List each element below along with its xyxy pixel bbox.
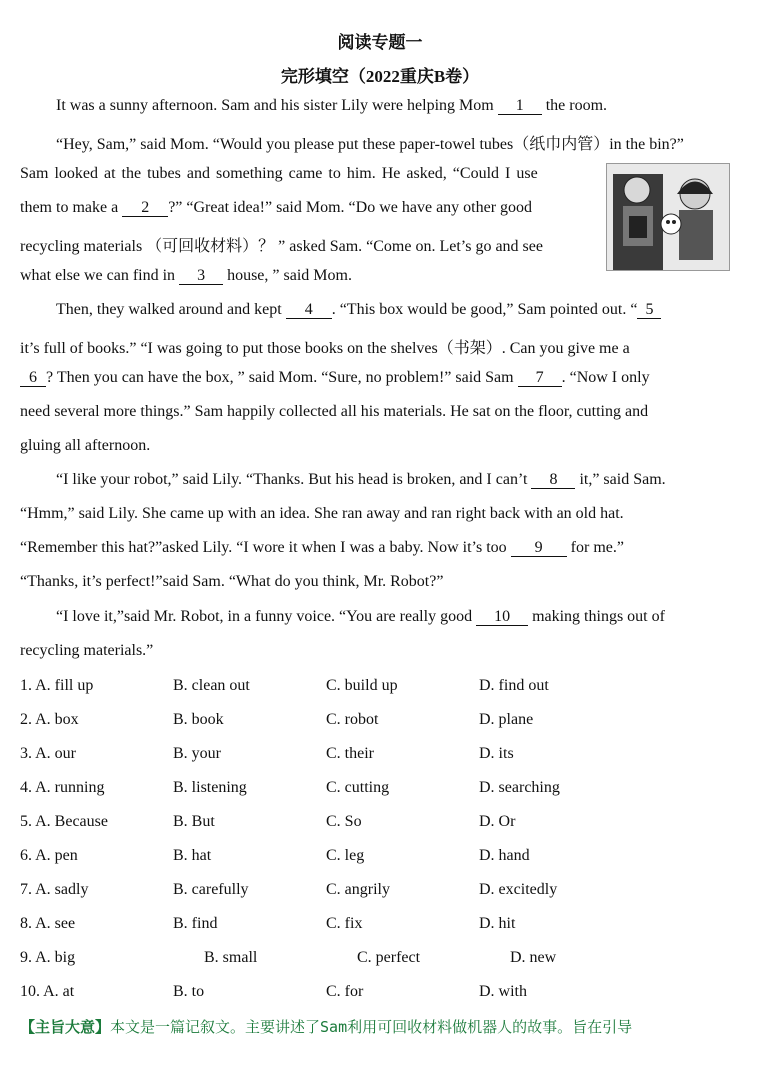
passage-line-14: “Remember this hat?”asked Lily. “I wore it when I was a baby. Now it’s too 9 for me.” (20, 539, 624, 556)
option-d: D. excitedly (479, 881, 558, 898)
option-c: C. perfect (357, 949, 421, 966)
option-d: D. Or (479, 813, 516, 830)
passage-line-17: recycling materials.” (20, 642, 154, 659)
option-c: C. their (326, 745, 374, 762)
summary-line (20, 1016, 632, 1037)
passage-line-6: what else we can find in 3 house, ” said Mom. (20, 267, 352, 284)
option-row-8 (20, 915, 740, 937)
option-c: C. angrily (326, 881, 390, 898)
passage-line-13: “Hmm,” said Lily. She came up with an idea. She ran away and ran right back with an old hat. (20, 505, 624, 522)
option-b: B. hat (173, 847, 212, 864)
blank-4: 4 (286, 302, 332, 319)
option-c: C. build up (326, 677, 398, 694)
blank-9: 9 (511, 540, 567, 557)
blank-10: 10 (476, 609, 528, 626)
option-c: C. So (326, 813, 362, 830)
passage-line-15: “Thanks, it’s perfect!”said Sam. “What do you think, Mr. Robot?” (20, 573, 444, 590)
blank-1: 1 (498, 98, 542, 115)
option-row-7 (20, 881, 740, 903)
option-b: B. your (173, 745, 221, 762)
option-c: C. for (326, 983, 364, 1000)
kids-robot-illustration-icon (607, 164, 729, 270)
option-row-2 (20, 711, 740, 733)
option-a: 6. A. pen (20, 847, 78, 864)
option-a: 9. A. big (20, 949, 76, 966)
blank-7: 7 (518, 370, 562, 387)
option-a: 8. A. see (20, 915, 76, 932)
option-d: D. hit (479, 915, 516, 932)
option-row-1 (20, 677, 740, 699)
passage-line-1: It was a sunny afternoon. Sam and his sister Lily were helping Mom 1 the room. (56, 97, 608, 114)
passage-line-12: “I like your robot,” said Lily. “Thanks. But his head is broken, and I can’t 8 it,” said Sam. (56, 471, 666, 488)
passage-line-2: “Hey, Sam,” said Mom. “Would you please put these paper-towel tubes（纸巾内管）in the bin?” (56, 136, 684, 153)
option-b: B. small (204, 949, 258, 966)
page-title: 阅读专题一 (337, 33, 423, 52)
option-c: C. leg (326, 847, 365, 864)
option-row-10 (20, 983, 740, 1005)
section-title: 完形填空（2022重庆B卷） (280, 67, 480, 86)
option-row-9 (20, 949, 740, 971)
passage-line-4: them to make a 2 ?” “Great idea!” said Mom. “Do we have any other good (20, 199, 533, 216)
option-a: 5. A. Because (20, 813, 108, 830)
option-b: B. to (173, 983, 205, 1000)
option-a: 10. A. at (20, 983, 75, 1000)
option-a: 4. A. running (20, 779, 105, 796)
option-b: B. But (173, 813, 215, 830)
option-b: B. find (173, 915, 218, 932)
summary-tag: 【主旨大意】 (20, 1018, 111, 1036)
passage-line-10: need several more things.” Sam happily collected all his materials. He sat on the floor, cutting and (20, 403, 649, 420)
option-row-5 (20, 813, 740, 835)
passage-line-9: 6 ? Then you can have the box, ” said Mom. “Sure, no problem!” said Sam 7 . “Now I only (20, 369, 650, 387)
blank-5: 5 (637, 302, 661, 319)
blank-2: 2 (122, 200, 168, 217)
option-d: D. new (510, 949, 557, 966)
option-c: C. cutting (326, 779, 390, 796)
option-d: D. hand (479, 847, 530, 864)
option-a: 7. A. sadly (20, 881, 89, 898)
passage-line-5: recycling materials （可回收材料）？ ” asked Sam. “Come on. Let’s go and see (20, 238, 543, 255)
blank-8: 8 (531, 472, 575, 489)
option-b: B. book (173, 711, 224, 728)
option-d: D. its (479, 745, 514, 762)
option-d: D. find out (479, 677, 549, 694)
option-b: B. carefully (173, 881, 249, 898)
option-b: B. listening (173, 779, 247, 796)
option-d: D. searching (479, 779, 560, 796)
option-row-6 (20, 847, 740, 869)
passage-line-3: Sam looked at the tubes and something came to him. He asked, “Could I use (20, 165, 538, 182)
option-a: 1. A. fill up (20, 677, 94, 694)
passage-line-7: Then, they walked around and kept 4 . “This box would be good,” Sam pointed out. “ 5 (56, 301, 661, 319)
option-b: B. clean out (173, 677, 250, 694)
passage-line-8: it’s full of books.” “I was going to put those books on the shelves（书架）. Can you give me a (20, 340, 630, 357)
blank-6: 6 (20, 370, 46, 387)
passage-line-11: gluing all afternoon. (20, 437, 151, 454)
option-c: C. robot (326, 711, 379, 728)
blank-3: 3 (179, 268, 223, 285)
summary-text: 本文是一篇记叙文。主要讲述了Sam利用可回收材料做机器人的故事。旨在引导 (110, 1018, 633, 1036)
option-row-4 (20, 779, 740, 801)
illustration-image (606, 163, 730, 271)
option-c: C. fix (326, 915, 363, 932)
option-d: D. plane (479, 711, 534, 728)
passage-line-16: “I love it,”said Mr. Robot, in a funny voice. “You are really good 10 making things out of (56, 608, 665, 625)
option-a: 3. A. our (20, 745, 76, 762)
option-d: D. with (479, 983, 527, 1000)
option-row-3 (20, 745, 740, 767)
option-a: 2. A. box (20, 711, 79, 728)
